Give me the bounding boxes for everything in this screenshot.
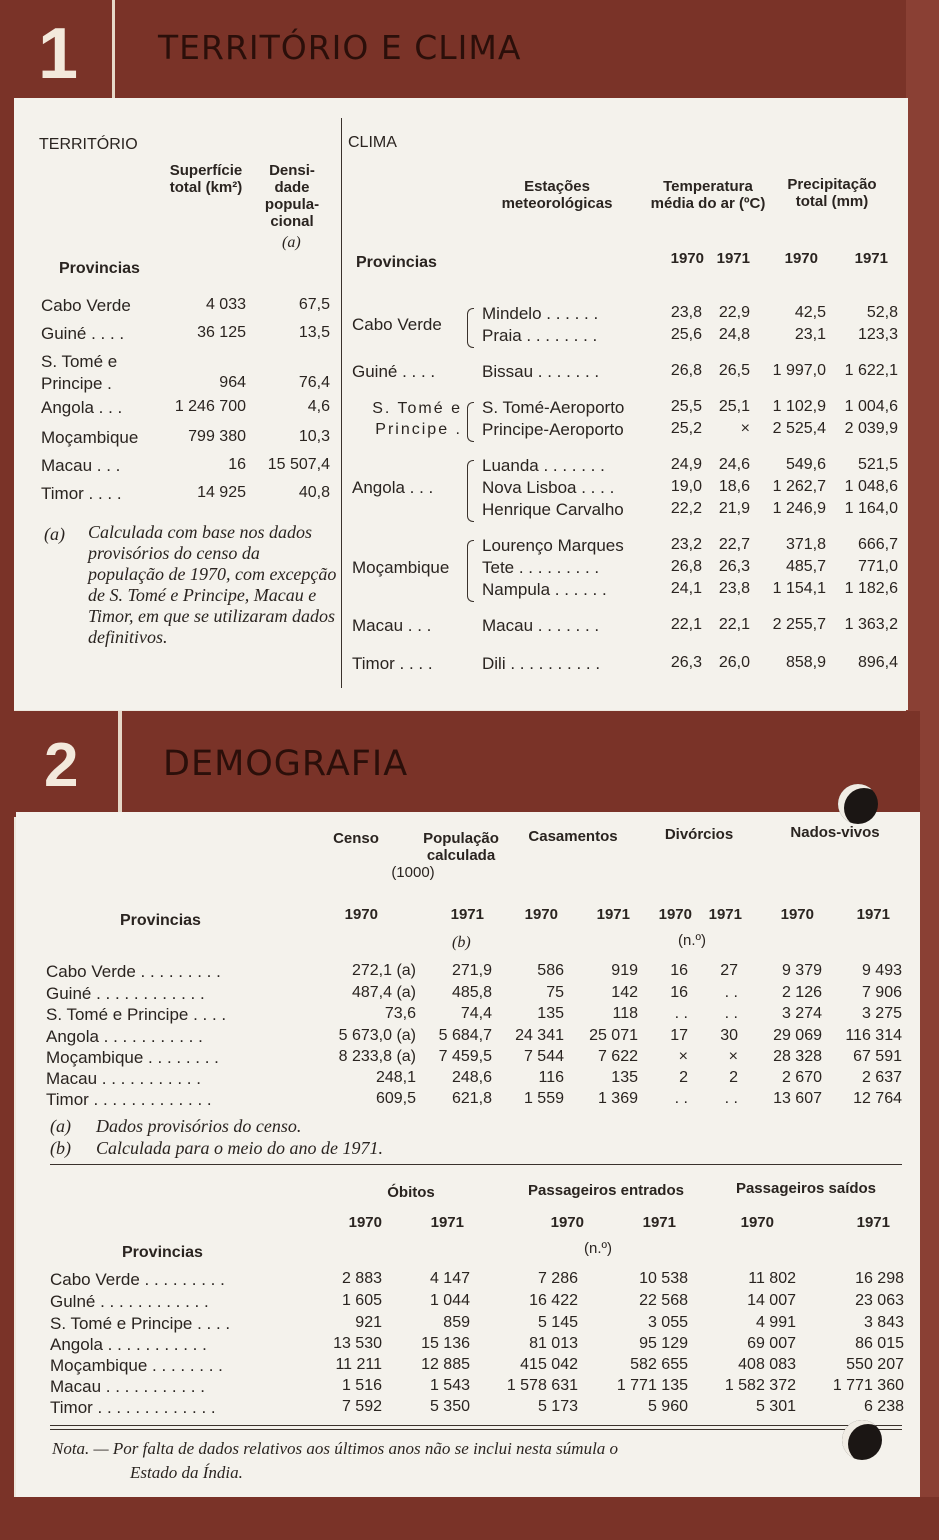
col-passageiros-saidos: Passageiros saídos: [735, 1180, 877, 1197]
clima-temp-1970: 26,3: [670, 654, 702, 671]
section1-vertical-rule: [341, 118, 342, 688]
clima-station-name: Praia . . . . . . . .: [482, 326, 598, 345]
t2-obitos-1971: 5 350: [429, 1398, 470, 1415]
clima-temp-1971: 26,5: [718, 362, 750, 379]
t1-casamentos-1971: 118: [612, 1005, 638, 1022]
clima-temp-1971: 24,8: [718, 326, 750, 343]
punch-hole: [838, 784, 878, 824]
clima-station-name: Bissau . . . . . . .: [482, 362, 600, 381]
t1-row-name: S. Tomé e Principe . . . .: [46, 1005, 227, 1024]
t1-divorcios-1971: . .: [724, 1090, 738, 1107]
t1-divorcios-1971: . .: [724, 984, 738, 1001]
clima-prec-1970: 485,7: [785, 558, 826, 575]
t2-saidos-1970: 408 083: [738, 1356, 796, 1373]
t1-divorcios-1970: 17: [670, 1027, 688, 1044]
col-nados-vivos: Nados-vivos: [790, 824, 880, 841]
clima-temp-1971: 25,1: [718, 398, 750, 415]
col-densidade: Densi- dade popula- cional: [264, 162, 320, 230]
t1-casamentos-1970: 24 341: [515, 1027, 564, 1044]
clima-temp-1971: ×: [740, 420, 750, 437]
clima-prec-1970: 2 255,7: [772, 616, 826, 633]
t1-censo: 8 233,8 (a): [338, 1048, 416, 1065]
t1-year: 1970: [344, 906, 378, 923]
t2-row-name: Timor . . . . . . . . . . . . .: [50, 1398, 216, 1417]
section1-title: TERRITÓRIO E CLIMA: [158, 28, 522, 67]
t1-divorcios-1970: 2: [679, 1069, 688, 1086]
nota-text-tail: Estado da Índia.: [130, 1463, 243, 1482]
clima-province-name: Macau . . .: [352, 616, 432, 635]
col-divorcios: Divórcios: [664, 826, 734, 843]
t2-saidos-1971: 16 298: [855, 1270, 904, 1287]
territorio-row-name: Timor . . . .: [41, 484, 122, 503]
clima-prec-1970: 1 262,7: [772, 478, 826, 495]
brace-icon: [467, 460, 474, 522]
territorio-densidade-value: 10,3: [298, 428, 330, 445]
t1-populacao: 485,8: [451, 984, 492, 1001]
t1-note-b-marker: (b): [452, 934, 471, 951]
t2-entrados-1970: 7 286: [537, 1270, 578, 1287]
t1-nados-1971: 9 493: [861, 962, 902, 979]
t1-note-b: Calculada para o meio do ano de 1971.: [96, 1138, 383, 1158]
clima-temp-1970: 26,8: [670, 558, 702, 575]
t2-row-name: Cabo Verde . . . . . . . . .: [50, 1270, 225, 1289]
t1-divorcios-1970: 16: [670, 984, 688, 1001]
territorio-densidade-value: 13,5: [298, 324, 330, 341]
t2-saidos-1971: 23 063: [855, 1292, 904, 1309]
t1-casamentos-1971: 142: [611, 984, 638, 1001]
clima-province-name: Timor . . . .: [352, 654, 433, 673]
territorio-densidade-value: 4,6: [307, 398, 330, 415]
t2-provincias-label: Provincias: [122, 1244, 203, 1261]
col-populacao: População calculada: [423, 830, 499, 864]
t1-nados-1971: 116 314: [845, 1027, 902, 1044]
territorio-provincias-label: Provincias: [59, 260, 140, 277]
t1-populacao: 5 684,7: [438, 1027, 492, 1044]
header1-divider: [112, 0, 115, 104]
t2-row-name: S. Tomé e Principe . . . .: [50, 1314, 231, 1333]
clima-prec-1971: 52,8: [866, 304, 898, 321]
t1-year: 1970: [780, 906, 814, 923]
t1-censo: 609,5: [375, 1090, 416, 1107]
clima-provincias-label: Provincias: [356, 254, 437, 271]
section1-number: 1: [38, 14, 79, 94]
col-obitos: Óbitos: [387, 1184, 435, 1201]
t1-nados-1970: 13 607: [773, 1090, 822, 1107]
t1-casamentos-1970: 1 559: [523, 1090, 564, 1107]
t1-divorcios-1971: 2: [729, 1069, 738, 1086]
clima-station-name: Principe-Aeroporto: [482, 420, 624, 439]
t2-year: 1970: [740, 1214, 774, 1231]
clima-station-name: Henrique Carvalho: [482, 500, 624, 519]
clima-prec-1970: 858,9: [785, 654, 826, 671]
t1-nados-1970: 28 328: [773, 1048, 822, 1065]
clima-temp-1971: 22,7: [718, 536, 750, 553]
t1-casamentos-1971: 1 369: [597, 1090, 638, 1107]
nota-rule-bottom: [50, 1429, 902, 1430]
clima-station-name: Mindelo . . . . . .: [482, 304, 599, 323]
t2-obitos-1971: 859: [443, 1314, 470, 1331]
clima-temp-1971: 22,9: [718, 304, 750, 321]
clima-prec-1970: 371,8: [785, 536, 826, 553]
territorio-row-name: Guiné . . . .: [41, 324, 125, 343]
clima-prec-1971: 123,3: [857, 326, 898, 343]
clima-temp-1970: 22,1: [670, 616, 702, 633]
section1-panel: [14, 98, 908, 710]
t1-casamentos-1971: 25 071: [589, 1027, 638, 1044]
clima-prec-1971: 2 039,9: [844, 420, 898, 437]
t1-populacao: 248,6: [451, 1069, 492, 1086]
t1-row-name: Timor . . . . . . . . . . . . .: [46, 1090, 212, 1109]
clima-temp-1970: 23,8: [670, 304, 702, 321]
t1-unit-no: (n.º): [678, 932, 706, 949]
nota-text: Nota. — Por falta de dados relativos aos últimos anos não se inclui nesta súmula o: [52, 1439, 619, 1458]
brace-icon: [467, 402, 474, 442]
t1-casamentos-1971: 135: [611, 1069, 638, 1086]
t1-nados-1971: 2 637: [861, 1069, 902, 1086]
clima-temp-1971: 18,6: [718, 478, 750, 495]
t1-divorcios-1971: . .: [724, 1005, 738, 1022]
territorio-superficie-value: 964: [219, 374, 246, 391]
clima-prec-1970: 549,6: [785, 456, 826, 473]
t1-nados-1971: 12 764: [853, 1090, 902, 1107]
t2-saidos-1970: 4 991: [755, 1314, 796, 1331]
t1-censo: 73,6: [384, 1005, 416, 1022]
territorio-superficie-value: 14 925: [197, 484, 246, 501]
territorio-row-name: Angola . . .: [41, 398, 123, 417]
clima-prec-1971: 1 622,1: [844, 362, 898, 379]
clima-temp-1970: 25,6: [670, 326, 702, 343]
clima-year: 1970: [670, 250, 704, 267]
t2-entrados-1971: 5 960: [647, 1398, 688, 1415]
t2-obitos-1971: 15 136: [421, 1335, 470, 1352]
clima-station-name: Macau . . . . . . .: [482, 616, 600, 635]
t1-year: 1971: [856, 906, 890, 923]
clima-prec-1971: 1 182,6: [844, 580, 898, 597]
t2-entrados-1971: 95 129: [639, 1335, 688, 1352]
t1-nados-1970: 3 274: [781, 1005, 822, 1022]
t2-unit-no: (n.º): [584, 1240, 612, 1257]
clima-prec-1971: 666,7: [857, 536, 898, 553]
t2-entrados-1970: 5 145: [537, 1314, 578, 1331]
t2-entrados-1971: 582 655: [630, 1356, 688, 1373]
col-precipitacao: Precipitação total (mm): [787, 176, 877, 210]
clima-temp-1970: 25,5: [670, 398, 702, 415]
t2-entrados-1971: 22 568: [639, 1292, 688, 1309]
t2-obitos-1970: 1 605: [341, 1292, 382, 1309]
col-censo: Censo: [333, 830, 379, 847]
t1-casamentos-1971: 919: [611, 962, 638, 979]
t2-saidos-1970: 1 582 372: [724, 1377, 796, 1394]
clima-station-name: Nampula . . . . . .: [482, 580, 607, 599]
col-casamentos: Casamentos: [528, 828, 618, 845]
t2-saidos-1970: 11 802: [748, 1270, 796, 1287]
t1-divorcios-1971: 27: [720, 962, 738, 979]
t2-obitos-1971: 12 885: [421, 1356, 470, 1373]
t1-nados-1971: 67 591: [853, 1048, 902, 1065]
t1-censo: 272,1 (a): [351, 962, 416, 979]
t1-divorcios-1970: ×: [678, 1048, 688, 1065]
clima-station-name: Lourenço Marques: [482, 536, 624, 555]
t1-provincias-label: Provincias: [120, 912, 201, 929]
clima-temp-1970: 24,9: [670, 456, 702, 473]
clima-prec-1970: 1 997,0: [772, 362, 826, 379]
t2-entrados-1970: 16 422: [529, 1292, 578, 1309]
clima-province-name: Cabo Verde: [352, 315, 442, 334]
t1-casamentos-1970: 7 544: [523, 1048, 564, 1065]
t2-obitos-1970: 13 530: [333, 1335, 382, 1352]
territorio-superficie-value: 1 246 700: [174, 398, 246, 415]
t1-row-name: Guiné . . . . . . . . . . . .: [46, 984, 205, 1003]
clima-temp-1970: 19,0: [670, 478, 702, 495]
t2-year: 1970: [348, 1214, 382, 1231]
clima-temp-1971: 24,6: [718, 456, 750, 473]
clima-temp-1971: 26,3: [718, 558, 750, 575]
t1-casamentos-1971: 7 622: [597, 1048, 638, 1065]
t1-populacao: 74,4: [460, 1005, 492, 1022]
t1-note-b-mark: (b): [50, 1138, 71, 1158]
t1-divorcios-1970: . .: [674, 1005, 688, 1022]
col-superficie: Superfície total (km²): [169, 162, 243, 196]
t2-entrados-1970: 415 042: [520, 1356, 578, 1373]
clima-province-name: Guiné . . . .: [352, 362, 436, 381]
clima-prec-1970: 2 525,4: [772, 420, 826, 437]
territorio-densidade-value: 76,4: [298, 374, 330, 391]
t2-obitos-1971: 1 543: [429, 1377, 470, 1394]
t1-nados-1970: 9 379: [781, 962, 822, 979]
t1-divorcios-1970: 16: [670, 962, 688, 979]
t2-obitos-1971: 1 044: [429, 1292, 470, 1309]
t1-censo: 487,4 (a): [351, 984, 416, 1001]
clima-station-name: Tete . . . . . . . . .: [482, 558, 600, 577]
t1-censo: 248,1: [375, 1069, 416, 1086]
t1-nados-1971: 3 275: [861, 1005, 902, 1022]
t2-year: 1971: [856, 1214, 890, 1231]
t2-row-name: Angola . . . . . . . . . . .: [50, 1335, 207, 1354]
territorio-densidade-value: 67,5: [298, 296, 330, 313]
t1-nados-1970: 2 126: [781, 984, 822, 1001]
t1-populacao: 271,9: [451, 962, 492, 979]
clima-station-name: Luanda . . . . . . .: [482, 456, 605, 475]
t2-saidos-1971: 86 015: [855, 1335, 904, 1352]
t1-casamentos-1970: 135: [537, 1005, 564, 1022]
col-populacao-unit: (1000): [391, 864, 435, 881]
t2-entrados-1971: 3 055: [647, 1314, 688, 1331]
clima-year: 1971: [716, 250, 750, 267]
t1-nados-1970: 2 670: [781, 1069, 822, 1086]
t2-saidos-1971: 6 238: [863, 1398, 904, 1415]
t1-row-name: Cabo Verde . . . . . . . . .: [46, 962, 221, 981]
territorio-row-name: Macau . . .: [41, 456, 121, 475]
clima-prec-1970: 23,1: [794, 326, 826, 343]
section2-title: DEMOGRAFIA: [163, 744, 409, 784]
clima-prec-1970: 1 154,1: [772, 580, 826, 597]
clima-year: 1970: [784, 250, 818, 267]
t2-year: 1971: [430, 1214, 464, 1231]
clima-temp-1970: 22,2: [670, 500, 702, 517]
t2-obitos-1971: 4 147: [429, 1270, 470, 1287]
section2-header-band: [0, 711, 920, 817]
clima-province-name: Angola . . .: [352, 478, 434, 497]
clima-prec-1971: 771,0: [857, 558, 898, 575]
t1-populacao: 7 459,5: [438, 1048, 492, 1065]
clima-province-name: Moçambique: [352, 558, 450, 577]
clima-prec-1970: 42,5: [794, 304, 826, 321]
col-temperatura: Temperatura média do ar (ºC): [650, 178, 766, 212]
t2-saidos-1970: 69 007: [747, 1335, 796, 1352]
territorio-heading: TERRITÓRIO: [39, 136, 138, 153]
territorio-note-mark: (a): [44, 524, 65, 544]
clima-station-name: Dili . . . . . . . . . .: [482, 654, 601, 673]
clima-prec-1971: 896,4: [857, 654, 898, 671]
t2-entrados-1971: 1 771 135: [616, 1377, 688, 1394]
t2-entrados-1970: 5 173: [537, 1398, 578, 1415]
territorio-superficie-value: 16: [228, 456, 246, 473]
section2-number: 2: [44, 731, 79, 800]
territorio-superficie-value: 799 380: [188, 428, 246, 445]
clima-prec-1971: 521,5: [857, 456, 898, 473]
clima-temp-1970: 23,2: [670, 536, 702, 553]
clima-prec-1971: 1 363,2: [844, 616, 898, 633]
territorio-row-name: Cabo Verde: [41, 296, 131, 315]
t1-note-a-mark: (a): [50, 1116, 71, 1136]
t1-divorcios-1971: ×: [728, 1048, 738, 1065]
t2-year: 1971: [642, 1214, 676, 1231]
bottom-band: [0, 1497, 939, 1540]
t2-saidos-1970: 14 007: [747, 1292, 796, 1309]
t2-obitos-1970: 7 592: [341, 1398, 382, 1415]
clima-temp-1971: 23,8: [718, 580, 750, 597]
nota-rule-top: [50, 1425, 902, 1426]
header2-divider: [118, 711, 122, 817]
territorio-superficie-value: 36 125: [197, 324, 246, 341]
clima-prec-1971: 1 004,6: [844, 398, 898, 415]
clima-year: 1971: [854, 250, 888, 267]
t1-year: 1971: [596, 906, 630, 923]
territorio-densidade-value: 15 507,4: [267, 456, 330, 473]
col-passageiros-entrados: Passageiros entrados: [528, 1182, 684, 1199]
table-separator-rule: [50, 1164, 902, 1165]
clima-prec-1970: 1 102,9: [772, 398, 826, 415]
t1-casamentos-1970: 116: [538, 1069, 564, 1086]
t1-year: 1970: [658, 906, 692, 923]
t2-saidos-1970: 5 301: [755, 1398, 796, 1415]
territorio-row-name: Moçambique: [41, 428, 139, 447]
clima-prec-1971: 1 048,6: [844, 478, 898, 495]
t1-nados-1971: 7 906: [861, 984, 902, 1001]
t1-casamentos-1970: 75: [546, 984, 564, 1001]
brace-icon: [467, 540, 474, 602]
t1-row-name: Macau . . . . . . . . . . .: [46, 1069, 201, 1088]
t2-row-name: Gulné . . . . . . . . . . . .: [50, 1292, 209, 1311]
t1-note-a: Dados provisórios do censo.: [96, 1116, 302, 1136]
t1-divorcios-1971: 30: [720, 1027, 738, 1044]
clima-prec-1971: 1 164,0: [844, 500, 898, 517]
t2-year: 1970: [550, 1214, 584, 1231]
t2-saidos-1971: 1 771 360: [832, 1377, 904, 1394]
t2-saidos-1971: 550 207: [846, 1356, 904, 1373]
clima-temp-1970: 26,8: [670, 362, 702, 379]
t2-obitos-1970: 11 211: [335, 1356, 382, 1373]
clima-temp-1971: 22,1: [718, 616, 750, 633]
brace-icon: [467, 308, 474, 348]
t2-row-name: Moçambique . . . . . . . .: [50, 1356, 223, 1375]
t2-obitos-1970: 1 516: [341, 1377, 382, 1394]
t2-entrados-1970: 81 013: [529, 1335, 578, 1352]
territorio-superficie-value: 4 033: [205, 296, 246, 313]
punch-hole: [842, 1420, 882, 1460]
clima-temp-1970: 24,1: [670, 580, 702, 597]
clima-temp-1971: 26,0: [718, 654, 750, 671]
territorio-note: Calculada com base nos dados provisórios do censo da população de 1970, com excepção de S. Tomé e Principe, Macau e Timor, em que se utilizaram dados definitivos.: [88, 522, 337, 647]
territorio-row-name: S. Tomé e Principe .: [41, 352, 118, 393]
t2-entrados-1970: 1 578 631: [506, 1377, 578, 1394]
t1-row-name: Moçambique . . . . . . . .: [46, 1048, 219, 1067]
clima-province-name: S. Tomé e Principe .: [372, 400, 462, 438]
t1-row-name: Angola . . . . . . . . . . .: [46, 1027, 203, 1046]
section2-panel: [16, 812, 920, 1497]
clima-temp-1970: 25,2: [670, 420, 702, 437]
t2-row-name: Macau . . . . . . . . . . .: [50, 1377, 205, 1396]
t2-entrados-1971: 10 538: [639, 1270, 688, 1287]
t1-year: 1971: [708, 906, 742, 923]
clima-prec-1970: 1 246,9: [772, 500, 826, 517]
t1-nados-1970: 29 069: [773, 1027, 822, 1044]
t1-censo: 5 673,0 (a): [338, 1027, 416, 1044]
col-estacoes: Estações meteorológicas: [501, 178, 613, 212]
t1-casamentos-1970: 586: [537, 962, 564, 979]
clima-station-name: S. Tomé-Aeroporto: [482, 398, 625, 417]
t2-saidos-1971: 3 843: [863, 1314, 904, 1331]
clima-station-name: Nova Lisboa . . . .: [482, 478, 615, 497]
t1-populacao: 621,8: [451, 1090, 492, 1107]
clima-temp-1971: 21,9: [718, 500, 750, 517]
territorio-densidade-value: 40,8: [298, 484, 330, 501]
t2-obitos-1970: 2 883: [341, 1270, 382, 1287]
col-densidade-note: (a): [282, 234, 301, 251]
t1-year: 1971: [450, 906, 484, 923]
t1-divorcios-1970: . .: [674, 1090, 688, 1107]
t1-year: 1970: [524, 906, 558, 923]
clima-heading: CLIMA: [348, 134, 397, 151]
t2-obitos-1970: 921: [355, 1314, 382, 1331]
